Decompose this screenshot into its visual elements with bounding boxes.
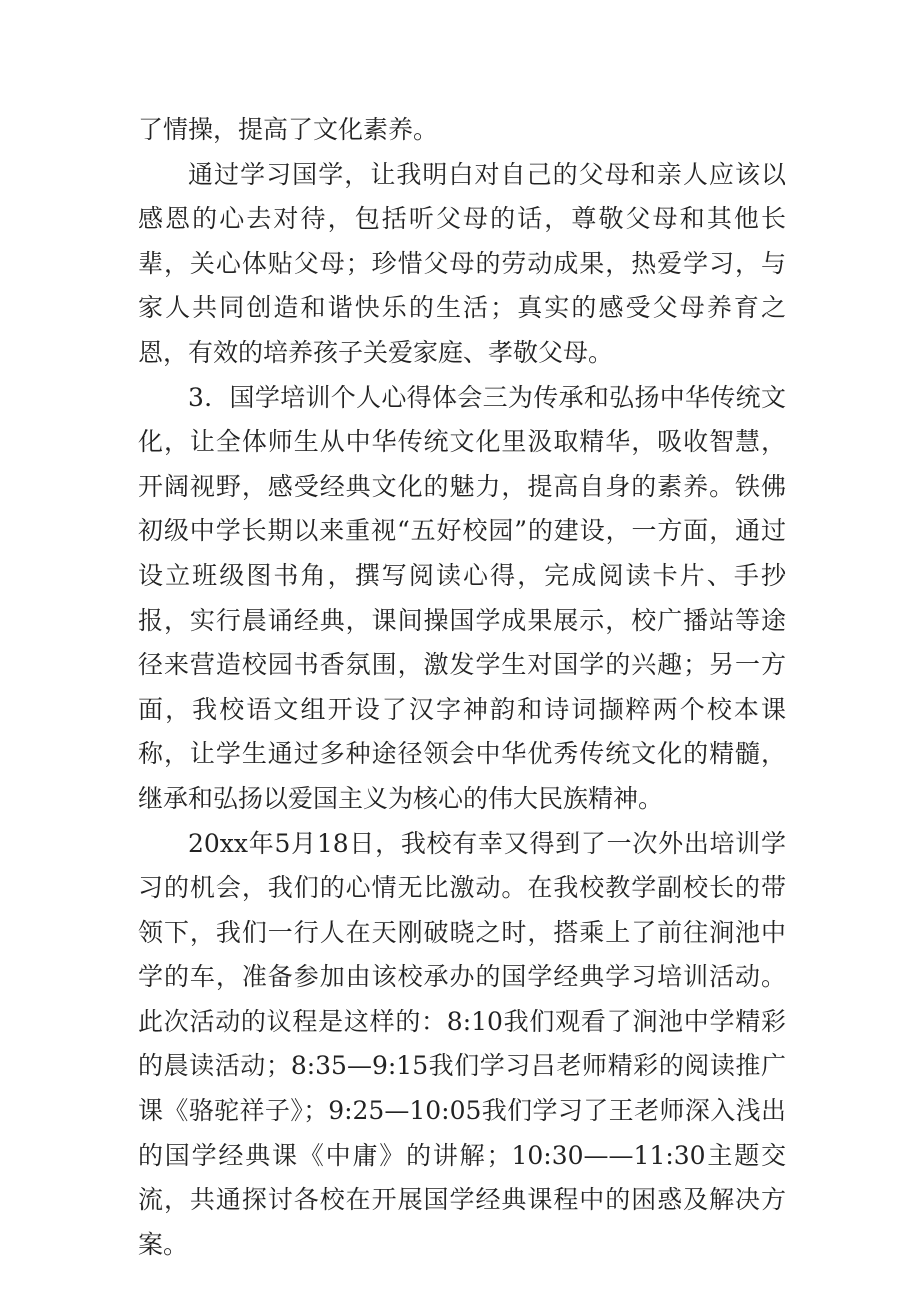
document-body bbox=[138, 108, 786, 1267]
paragraph-1: 了情操，提高了文化素养。 bbox=[138, 115, 439, 144]
paragraph-2: 通过学习国学，让我明白对自己的父母和亲人应该以感恩的心去对待，包括听父母的话，尊敬父母和其他长辈，关心体贴父母；珍惜父母的劳动成果，热爱学习，与家人共同创造和谐快乐的生活；真实的感受父母养育之恩，有效的培养孩子关爱家庭、孝敬父母。 bbox=[138, 159, 786, 367]
paragraph-3: 3．国学培训个人心得体会三为传承和弘扬中华传统文化，让全体师生从中华传统文化里汲取精华，吸收智慧，开阔视野，感受经典文化的魅力，提高自身的素养。铁佛初级中学长期以来重视“五好校园”的建设，一方面，通过设立班级图书角，撰写阅读心得，完成阅读卡片、手抄报，实行晨诵经典，课间操国学成果展示，校广播站等途径来营造校园书香氛围，激发学生对国学的兴趣；另一方面，我校语文组开设了汉字神韵和诗词撷粹两个校本课称，让学生通过多种途径领会中华优秀传统文化的精髓，继承和弘扬以爱国主义为核心的伟大民族精神。 bbox=[138, 382, 786, 813]
paragraph-4: 20xx年5月18日，我校有幸又得到了一次外出培训学习的机会，我们的心情无比激动。在我校教学副校长的带领下，我们一行人在天刚破晓之时，搭乘上了前往涧池中学的车，准备参加由该校承办的国学经典学习培训活动。此次活动的议程是这样的：8:10我们观看了涧池中学精彩的晨读活动；8:35—9:15我们学习吕老师精彩的阅读推广课《骆驼祥子》；9:25—10:05我们学习了王老师深入浅出的国学经典课《中庸》的讲解；10:30——11:30主题交流，共通探讨各校在开展国学经典课程中的困惑及解决方案。 bbox=[138, 828, 786, 1259]
